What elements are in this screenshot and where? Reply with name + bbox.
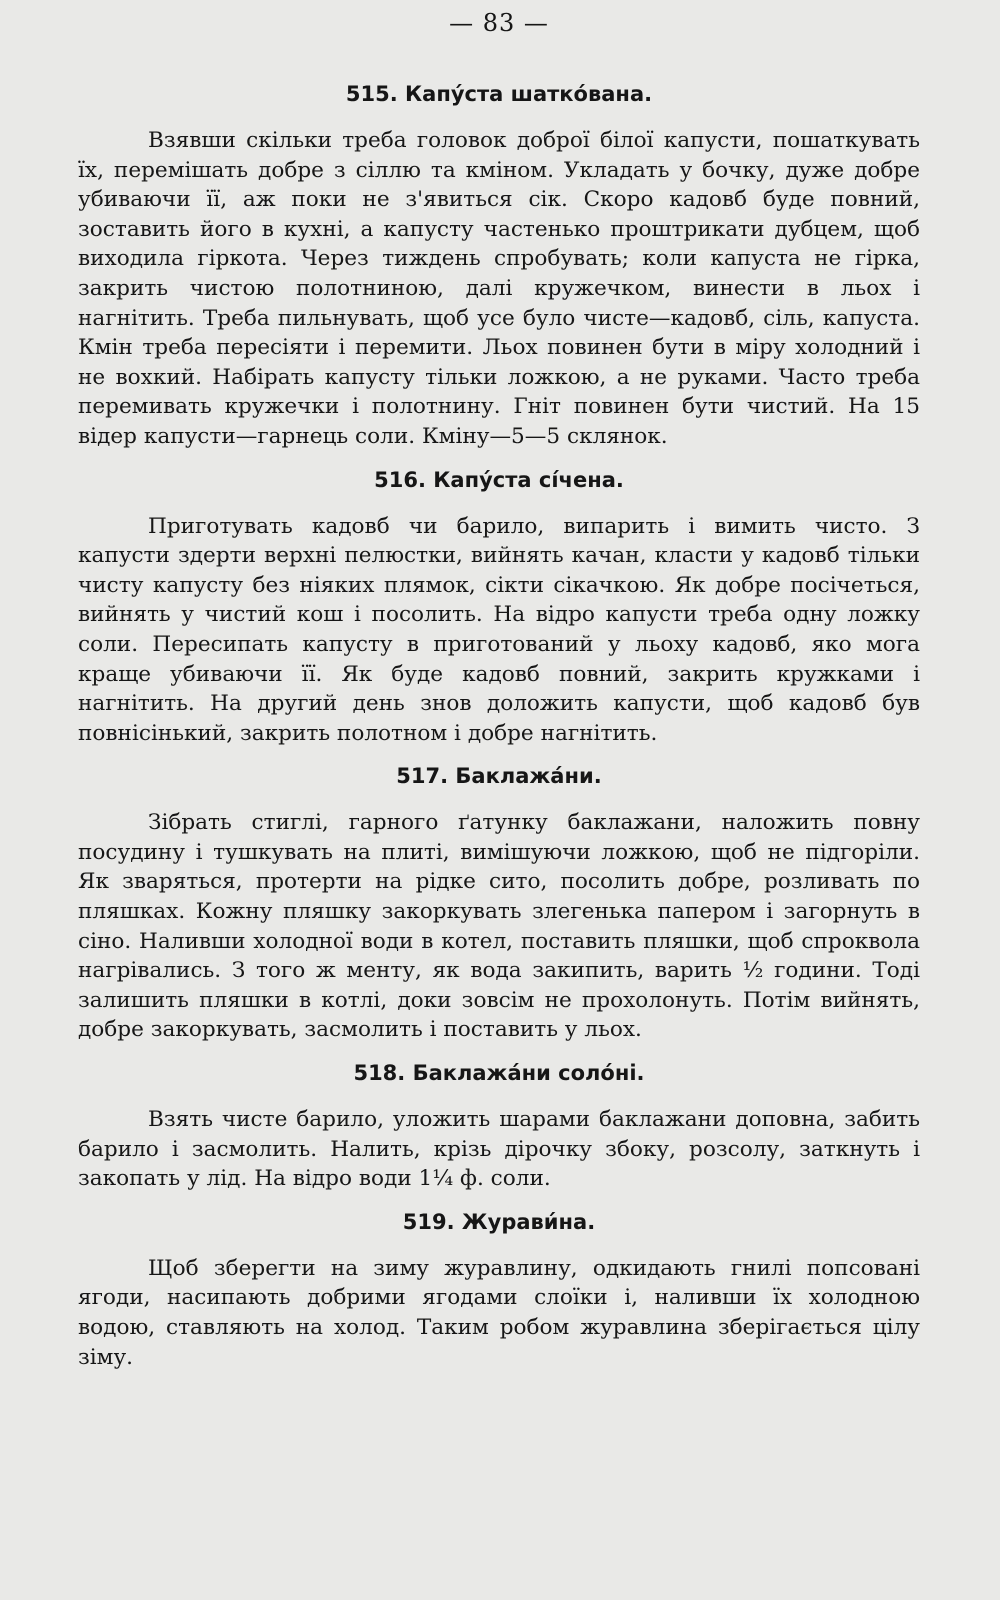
recipe-text: Взявши скільки треба головок доброї білої капусти, пошаткувать їх, перемішать добре з сіллю та кміном. Укладать у бочку, дуже добре убиваючи її, аж поки не з'явиться сік. Скоро кадовб буде повний, зоставить його в кухні, а капусту частенько проштрикати дубцем, щоб виходила гіркота. Через тиждень спробувать; коли капуста не гірка, закрить чистою полотниною, далі кружечком, винести в льох і нагнітить. Треба пильнувать, щоб усе було чисте—кадовб, сіль, капуста. Кмін треба пересіяти і перемити. Льох повинен бути в міру холодний і не вохкий. Набірать капусту тільки ложкою, а не руками. Часто треба перемивать кружечки і полотнину. Гніт повинен бути чистий. На 15 відер капусти—гарнець соли. Кміну—5—5 склянок. xyxy=(78,128,920,449)
recipe-title: 518. Баклажа́ни соло́ні. xyxy=(353,1061,645,1086)
recipe-518 xyxy=(78,1059,920,1194)
recipe-text: Взять чисте барило, уложить шарами баклажани доповна, забить барило і засмолить. Налить, крізь дірочку збоку, розсолу, заткнуть і закопать у лід. На відро води 1¼ ф. соли. xyxy=(78,1107,920,1192)
recipe-title: 519. Журави́на. xyxy=(402,1209,596,1234)
recipe-title: 516. Капу́ста сі́чена. xyxy=(374,467,624,492)
page-number: — 83 — xyxy=(449,9,549,37)
recipe-text: Зібрать стиглі, гарного ґатунку баклажани, наложить повну посудину і тушкувать на плиті, вимішуючи ложкою, щоб не підгоріли. Як зваряться, протерти на рідке сито, посолить добре, розливать по пляшках. Кожну пляшку закоркувать злегенька папером і загорнуть в сіно. Наливши холодної води в котел, поставить пляшки, щоб спроквола нагрівались. З того ж менту, як вода закипить, варить ½ години. Тоді залишить пляшки в котлі, доки зовсім не прохолонуть. Потім вийнять, добре закоркувать, засмолить і поставить у льох. xyxy=(78,810,920,1043)
recipe-515 xyxy=(78,80,920,452)
recipe-title: 515. Капу́ста шатко́вана. xyxy=(345,82,653,106)
recipe-text: Щоб зберегти на зиму журавлину, одкидають гнилі попсовані ягоди, насипають добрими ягодами слоїки і, наливши їх холодною водою, ставляють на холод. Таким робом журавлина зберігається цілу зіму. xyxy=(78,1255,920,1370)
recipe-517 xyxy=(78,762,920,1045)
recipe-519 xyxy=(78,1208,920,1372)
recipe-title: 517. Баклажа́ни. xyxy=(396,764,602,789)
recipe-text: Приготувать кадовб чи барило, випарить і вимить чисто. З капусти здерти верхні пелюстки, вийнять качан, класти у кадовб тільки чисту капусту без ніяких плямок, сікти сікачкою. Як добре посічеться, вийнять у чистий кош і посолить. На відро капусти треба одну ложку соли. Пересипать капусту в приготований у льоху кадовб, яко мога краще убиваючи її. Як буде кадовб повний, закрить кружками і нагнітить. На другий день знов доложить капусти, щоб кадовб був повнісінький, закрить полотном і добре нагнітить. xyxy=(78,513,920,746)
recipe-516 xyxy=(78,466,920,749)
